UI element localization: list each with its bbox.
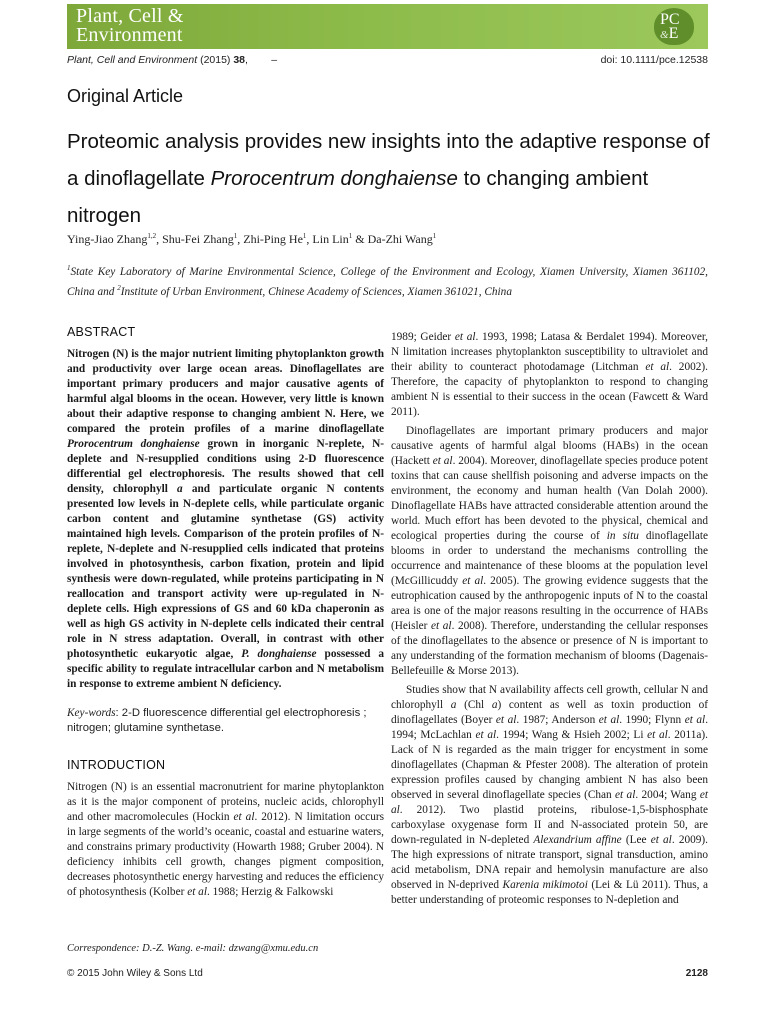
text-italic: et al (684, 714, 706, 726)
text-segment: . 2012). N limitation occurs in large segments of the world’s oceanic, coastal and estuarine waters, and constrains primary productivity (Howarth 1988; Gruber 2004). N deficiency inhibits cell growth, changes pigment composition, decreases photosynthetic energy harvesting and reduces the efficiency of photosynthesis (Kolber (67, 811, 385, 898)
text-segment: dinoflagellate blooms in order to understand the mechanisms controlling the occurrence and maintenance of these blooms at the population level (McGillicuddy (391, 530, 708, 587)
text-segment: Studies show that N availability affects cell growth, cellular N and chlorophyll (391, 684, 708, 711)
article-type: Original Article (67, 86, 184, 106)
abstract-text (67, 347, 384, 692)
text-segment: . 1987; Anderson (516, 714, 599, 726)
text-segment: . 1994; Wang & Hsieh 2002; Li (496, 729, 648, 741)
citation-line (67, 54, 277, 66)
journal-name-line1: Plant, Cell & (76, 5, 184, 27)
text-segment: . 2008). Therefore, understanding the cellular responses of the dinoflagellates to the absence or presence of N is important to any understanding of the formation mechanism of blooms (Dagenais-Bellefeuille & Morse 2013). (391, 620, 708, 677)
citation-journal: Plant, Cell and Environment (67, 54, 198, 66)
journal-name-line2: Environment (76, 24, 183, 46)
text-italic: et al (647, 729, 668, 741)
author-name: , Lin Lin (306, 232, 349, 246)
correspondence-footnote: Correspondence: D.-Z. Wang. e-mail: dzwang@xmu.edu.cn (67, 943, 319, 954)
text-italic: et al (391, 789, 708, 816)
author-list (67, 232, 436, 247)
author-affiliation-mark: 1,2 (147, 232, 157, 240)
text-italic: et al (650, 834, 672, 846)
text-italic: et al (187, 886, 207, 898)
journal-banner (67, 4, 708, 49)
text-segment: (Chl (456, 699, 492, 711)
body-paragraph (391, 424, 708, 679)
text-segment: 1989; Geider (391, 331, 455, 343)
text-segment: (Lei & Lü 2011). Thus, a better understanding of proteomic responses to N-depletion and (391, 879, 708, 906)
abstract-segment: possessed a specific ability to regulate intracellular carbon and N metabolism in response to extreme ambient N deficiency. (67, 648, 384, 690)
author-name: & Da-Zhi Wang (352, 232, 433, 246)
keywords-text: : 2-D fluorescence differential gel electrophoresis ; nitrogen; glutamine synthetase. (67, 707, 367, 734)
citation-year: (2015) (197, 54, 234, 66)
citation-pages: , – (245, 54, 278, 66)
affiliation-mark: 2 (117, 283, 121, 292)
text-italic: et al (615, 789, 636, 801)
abstract-segment: and particulate organic N contents presented low levels in N-deplete cells, while particulate organic carbon content and glutamine synthetase (GS) activity maintained high levels. Comparison of the protein profiles of N-replete, N-deplete and N-resupplied cells indicated that proteins involved in photosynthesis, carbon fixation, protein and lipid synthesis were down-regulated, while proteins participating in N reallocation and transport activity were up-regulated in N-deplete cells. High expressions of GS and 60 kDa chaperonin as well as high GS activity in N-deplete cells indicated their central role in N stress adaptation. Overall, in contrast with other photosynthetic eukaryotic algae, (67, 483, 384, 660)
text-italic: in situ (606, 530, 639, 542)
text-italic: et al (432, 455, 453, 467)
text-italic: a (450, 699, 457, 711)
text-italic: et al (233, 811, 255, 823)
doi-link[interactable]: doi: 10.1111/pce.12538 (600, 54, 708, 66)
author-name: , Zhi-Ping He (237, 232, 303, 246)
affiliation-text: State Key Laboratory of Marine Environmental Science, College of the Environment and Ecology, Xiamen University, Xiamen 361102, China and (67, 265, 708, 298)
introduction-heading: INTRODUCTION (67, 758, 166, 772)
title-species: Prorocentrum donghaiense (210, 167, 458, 190)
title-part2: to changing ambient nitrogen (67, 167, 649, 227)
left-column (67, 325, 384, 900)
text-segment: . 2004; Wang (635, 789, 700, 801)
journal-logo (654, 8, 694, 45)
text-segment: . 1988; Herzig & Falkowski (206, 886, 334, 898)
text-italic: et al (475, 729, 497, 741)
abstract-heading: ABSTRACT (67, 325, 136, 339)
author-name: Ying-Jiao Zhang (67, 232, 148, 246)
text-italic: Alexandrium affine (533, 834, 622, 846)
text-italic: et al (645, 361, 670, 373)
text-segment: Dinoflagellates are important primary producers and major causative agents of harmful algal blooms (HABs) in the ocean (Hackett (391, 425, 708, 467)
author-affiliation-mark: 1 (233, 232, 238, 240)
text-segment: . 2012). Two plastid proteins, ribulose-1,5-bisphosphate carboxylase oxygenase form II and N-associated protein 50, are down-regulated in N-depleted (391, 804, 708, 846)
text-italic: et al (462, 575, 484, 587)
text-segment: . 2009). The high expressions of nitrate transport, signal transduction, amino acid metabolism, DNA repair and hemolysin manufacture are also observed in N-deprived (391, 834, 709, 891)
text-segment: . 2011a). Lack of N is regarded as the main trigger for encystment in some dinoflagellates (Chapman & Pfester 2008). The alteration of protein expression profiles caused by changing ambient N has also been observed in several dinoflagellate species (Chan (391, 729, 708, 801)
citation-volume: 38 (233, 54, 246, 66)
text-italic: a (491, 699, 498, 711)
abstract-segment: Nitrogen (N) is the major nutrient limiting phytoplankton growth and productivity over large ocean areas. Dinoflagellates are important primary producers and major causative agents of harmful algal blooms in the ocean. However, very little is known about their adaptive response to changing ambient N. Here, we compared the protein profiles of a marine dinoflagellate (67, 348, 384, 435)
text-italic: et al (431, 620, 452, 632)
text-segment: . 2004). Moreover, dinoflagellate species produce potent toxins that can cause shellfish poisoning and adverse impacts on the environment, the economy and human health (Van Dolah 2000). Dinoflagellate HABs have attracted considerable attention around the world. Much effort has been devoted to the physical, chemical and ecological properties during the course of (391, 455, 708, 542)
logo-ampersand: & (660, 29, 669, 41)
text-segment: . 1994; McLachlan (391, 714, 709, 741)
text-italic: et al (598, 714, 620, 726)
right-column (391, 330, 708, 908)
author-name: , Shu-Fei Zhang (156, 232, 234, 246)
author-affiliation-mark: 1 (348, 232, 353, 240)
journal-name (76, 7, 184, 45)
affiliations (67, 260, 708, 300)
abstract-italic: Prorocentrum donghaiense (67, 438, 200, 450)
affiliation-mark: 1 (67, 264, 71, 272)
keywords-label: Key-words (67, 707, 116, 719)
body-paragraph (391, 330, 708, 420)
page-number: 2128 (685, 968, 708, 979)
author-affiliation-mark: 1 (302, 232, 307, 240)
keywords (67, 706, 384, 736)
text-segment: (Lee (621, 834, 651, 846)
text-italic: et al (454, 331, 476, 343)
text-segment: . 1990; Flynn (619, 714, 685, 726)
author-affiliation-mark: 1 (432, 232, 437, 240)
text-segment: . 1993, 1998; Latasa & Berdalet 1994). Moreover, N limitation increases phytoplankton susceptibility to ultraviolet and their ability to counteract photodamage (Litchman (391, 331, 708, 373)
logo-row2 (660, 26, 678, 43)
copyright-notice: © 2015 John Wiley & Sons Ltd (67, 968, 203, 979)
text-segment: . 2005). The growing evidence suggests that the eutrophication caused by the anthropogenic inputs of N to the coastal area is one of the major reasons resulting in the occurrence of HABs (Heisler (391, 575, 709, 632)
affiliation-text: Institute of Urban Environment, Chinese Academy of Sciences, Xiamen 361021, China (120, 285, 512, 298)
text-italic: Karenia mikimotoi (502, 879, 588, 891)
logo-letter: E (668, 25, 679, 42)
logo-row1: PC (660, 11, 680, 28)
article-title (67, 123, 717, 234)
abstract-italic: a (177, 483, 183, 495)
introduction-paragraph (67, 780, 384, 900)
text-italic: et al (495, 714, 517, 726)
abstract-italic: P. donghaiense (241, 648, 317, 660)
title-part1: Proteomic analysis provides new insights into the adaptive response of a dinoflagellate (67, 130, 710, 190)
text-segment: Nitrogen (N) is an essential macronutrient for marine phytoplankton as it is the major component of proteins, nucleic acids, chlorophyll and other macromolecules (Hockin (67, 781, 384, 823)
body-paragraph (391, 683, 708, 908)
abstract-segment: grown in inorganic N-replete, N-deplete and N-resupplied conditions using 2-D fluorescence differential gel electrophoresis. The results showed that cell density, chlorophyll (67, 438, 384, 495)
text-segment: . 2002). Therefore, the capacity of phytoplankton to respond to changing ambient N is essential to their success in the ocean (Fawcett & Ward 2011). (391, 361, 708, 418)
text-segment: ) content as well as toxin production of dinoflagellates (Boyer (391, 699, 708, 726)
